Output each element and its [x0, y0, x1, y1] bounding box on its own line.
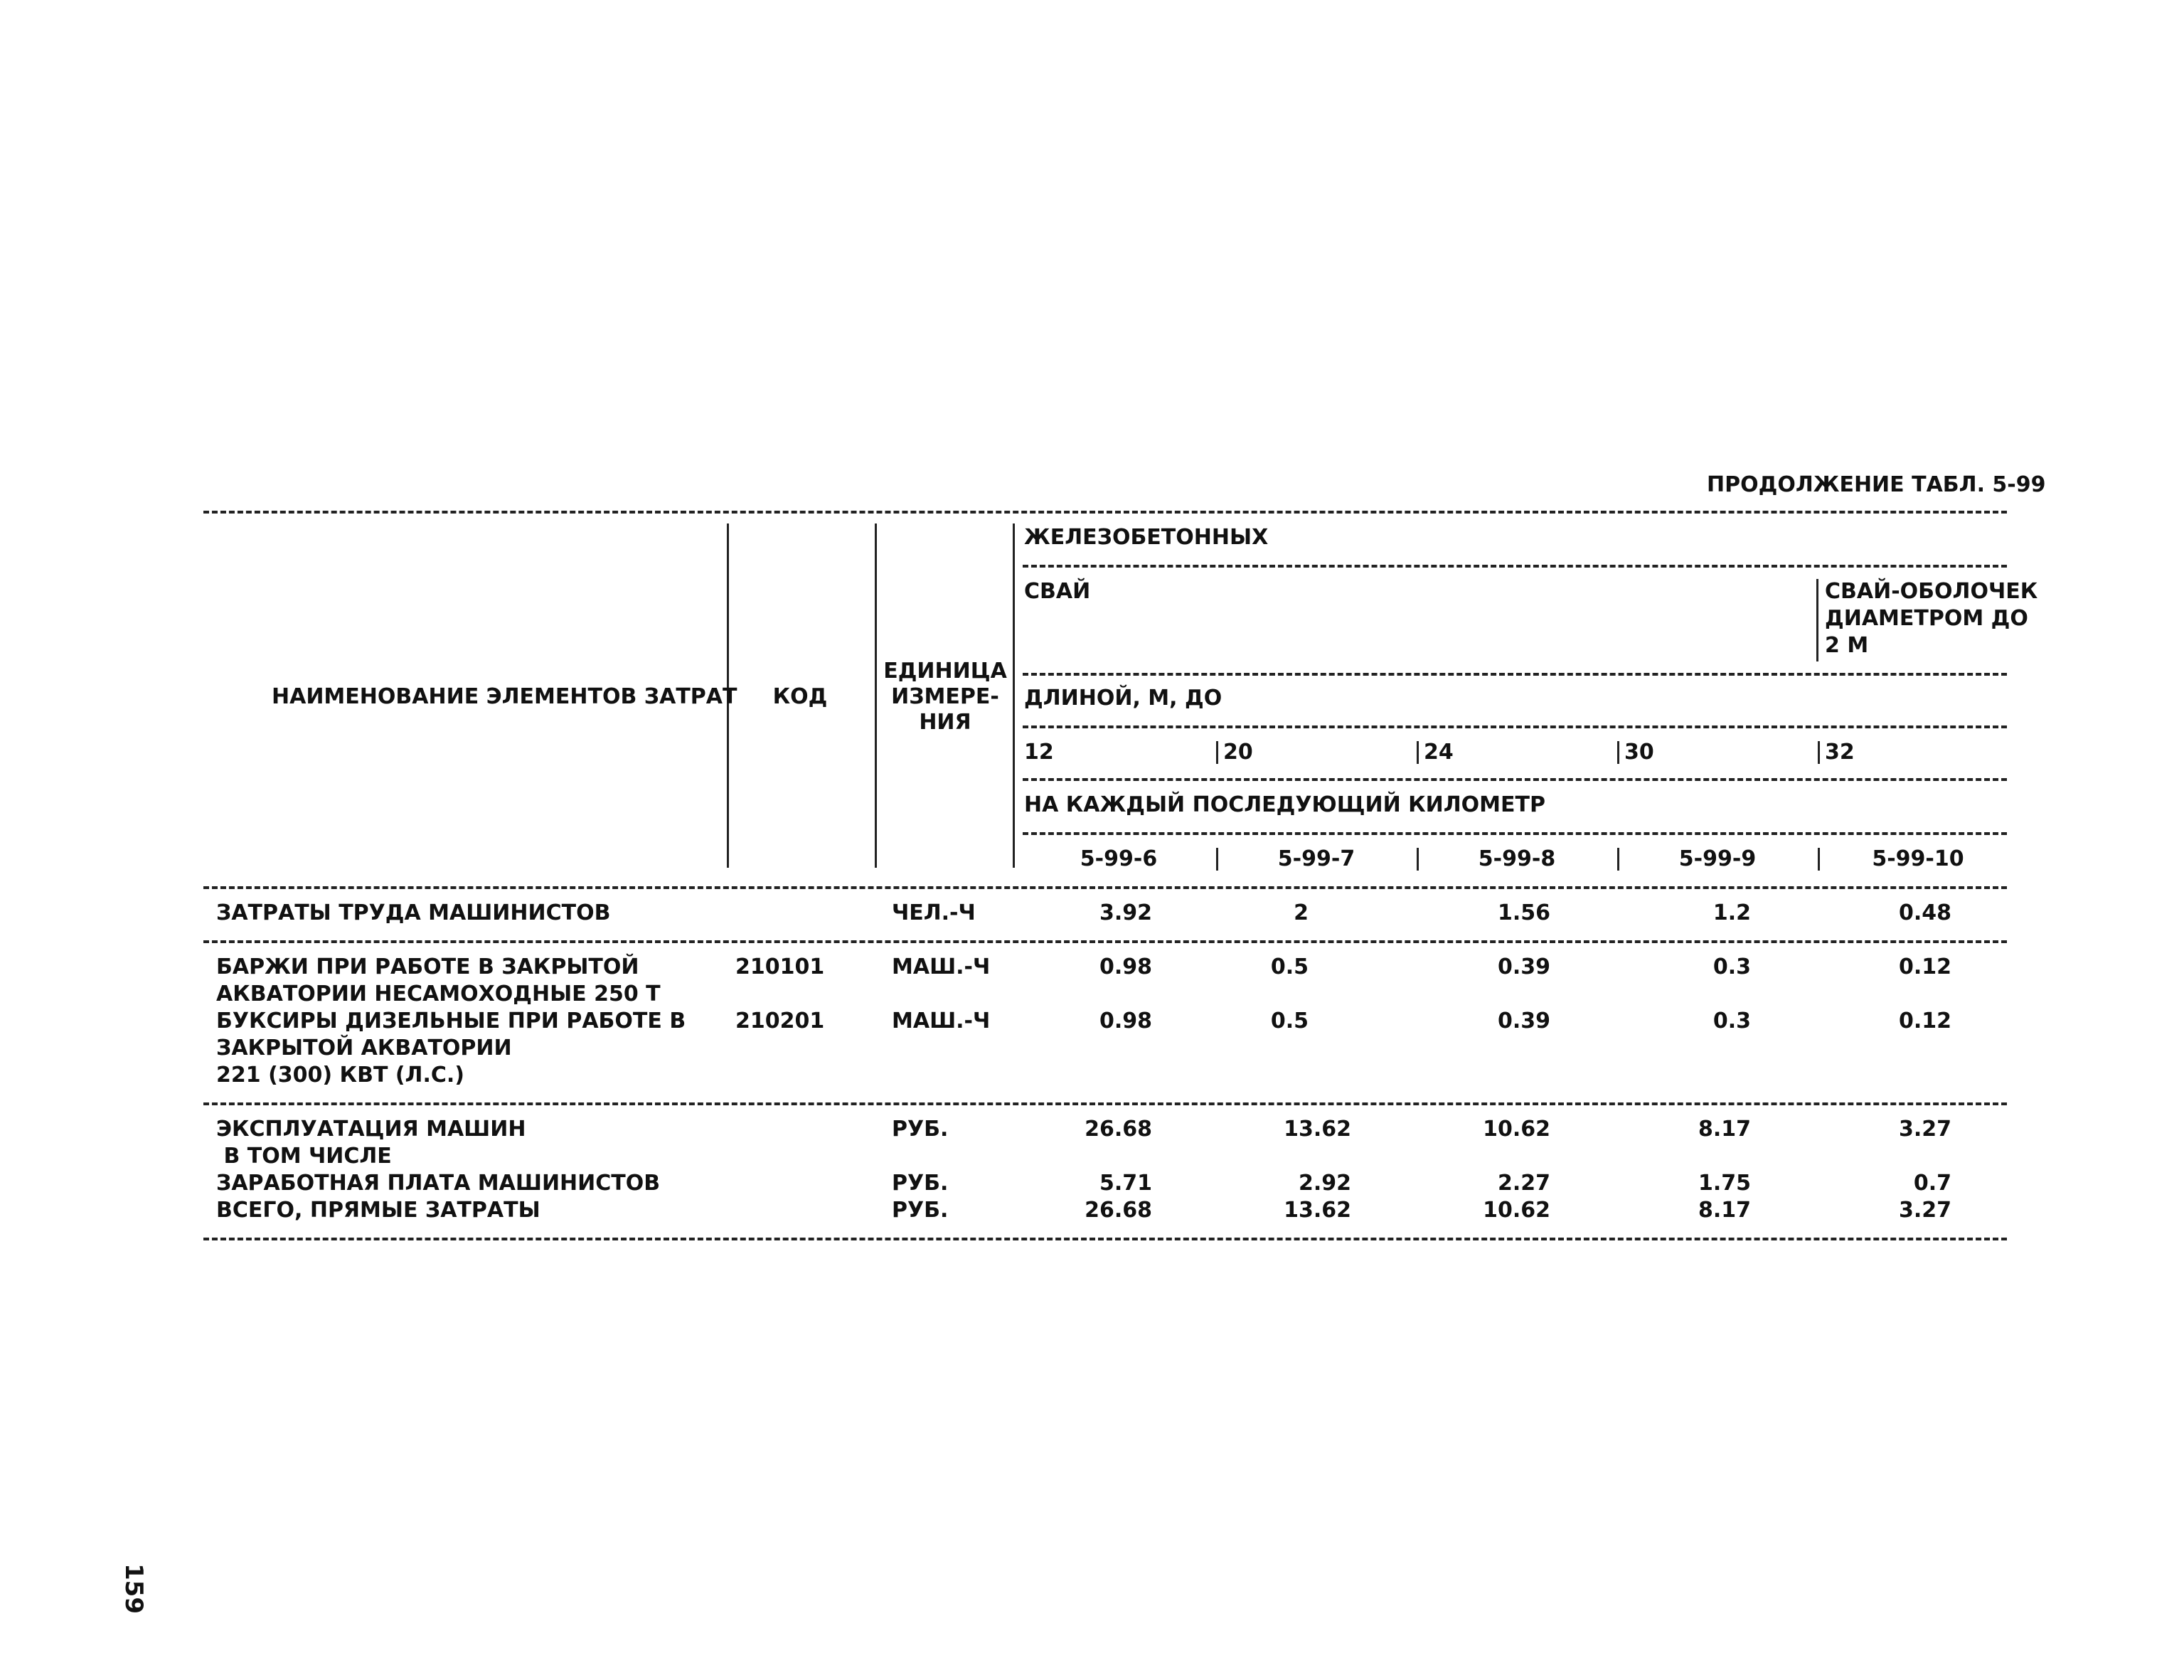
row-value: 0.5	[1270, 955, 1309, 979]
header-per-km: НА КАЖДЫЙ ПОСЛЕДУЮЩИЙ КИЛОМЕТР	[1024, 792, 1545, 817]
header-unit-2: ИЗМЕРЕ-	[891, 684, 999, 709]
row-value: 26.68	[1085, 1198, 1152, 1223]
row-unit: РУБ.	[892, 1198, 949, 1223]
row-value: 8.17	[1698, 1198, 1751, 1223]
row-value: 13.62	[1284, 1117, 1351, 1142]
page-number: 159	[119, 1563, 148, 1614]
header-norm-code: 5-99-9	[1678, 846, 1757, 871]
row-value: 1.56	[1497, 900, 1550, 925]
row-code: 210101	[735, 955, 825, 979]
rule-section-1	[203, 940, 2007, 943]
code-divider	[1417, 848, 1419, 871]
row-name: БУКСИРЫ ДИЗЕЛЬНЫЕ ПРИ РАБОТЕ В	[216, 1009, 686, 1033]
header-norm-code: 5-99-6	[1080, 846, 1158, 871]
header-unit-3: НИЯ	[919, 710, 971, 735]
rule-section-2	[203, 1102, 2007, 1105]
rule-top	[203, 511, 2007, 514]
header-length: 24	[1424, 740, 1454, 765]
header-length: 30	[1624, 740, 1654, 765]
rule-under-lengths	[1023, 778, 2007, 781]
row-value: 0.7	[1913, 1171, 1951, 1196]
row-value: 8.17	[1698, 1117, 1751, 1142]
row-name: ВСЕГО, ПРЯМЫЕ ЗАТРАТЫ	[216, 1198, 540, 1223]
row-name: ЗАТРАТЫ ТРУДА МАШИНИСТОВ	[216, 900, 611, 925]
row-value: 1.75	[1698, 1171, 1751, 1196]
row-value: 0.98	[1099, 1009, 1152, 1033]
header-shell-2: ДИАМЕТРОМ ДО	[1825, 606, 2028, 631]
row-value: 0.48	[1898, 900, 1951, 925]
rule-header-bottom	[203, 886, 2007, 889]
rule-under-material	[1023, 565, 2007, 568]
header-norm-code: 5-99-10	[1872, 846, 1964, 871]
row-value: 0.39	[1497, 955, 1550, 979]
col-divider-unit	[1013, 523, 1015, 868]
row-value: 10.62	[1483, 1117, 1550, 1142]
row-value: 0.3	[1712, 955, 1751, 979]
row-code: 210201	[735, 1009, 825, 1033]
row-value: 0.12	[1898, 1009, 1951, 1033]
row-value: 5.71	[1099, 1171, 1152, 1196]
header-norm-code: 5-99-7	[1277, 846, 1355, 871]
row-value: 2	[1294, 900, 1309, 925]
length-divider	[1417, 741, 1419, 764]
row-value: 0.98	[1099, 955, 1152, 979]
header-shell-3: 2 М	[1825, 633, 1869, 658]
code-divider	[1216, 848, 1218, 871]
header-length: 20	[1223, 740, 1253, 765]
row-value: 1.2	[1712, 900, 1751, 925]
header-length: 12	[1024, 740, 1054, 765]
row-unit: РУБ.	[892, 1117, 949, 1142]
rule-bottom	[203, 1238, 2007, 1240]
length-divider	[1216, 741, 1218, 764]
col-divider-shell	[1816, 579, 1818, 661]
row-name: В ТОМ ЧИСЛЕ	[216, 1144, 392, 1169]
header-material: ЖЕЛЕЗОБЕТОННЫХ	[1024, 525, 1269, 550]
row-value: 2.92	[1298, 1171, 1351, 1196]
row-value: 3.27	[1898, 1198, 1951, 1223]
length-divider	[1617, 741, 1619, 764]
rule-under-piles	[1023, 673, 2007, 676]
code-divider	[1617, 848, 1619, 871]
row-name: ЗАКРЫТОЙ АКВАТОРИИ	[216, 1036, 512, 1060]
row-value: 0.3	[1712, 1009, 1751, 1033]
row-name: ЗАРАБОТНАЯ ПЛАТА МАШИНИСТОВ	[216, 1171, 661, 1196]
row-unit: МАШ.-Ч	[892, 955, 991, 979]
rule-under-length	[1023, 725, 2007, 728]
row-name: БАРЖИ ПРИ РАБОТЕ В ЗАКРЫТОЙ	[216, 955, 639, 979]
header-shell-1: СВАЙ-ОБОЛОЧЕК	[1825, 579, 2038, 604]
row-value: 10.62	[1483, 1198, 1550, 1223]
row-value: 0.39	[1497, 1009, 1550, 1033]
rule-under-per-km	[1023, 832, 2007, 835]
row-unit: РУБ.	[892, 1171, 949, 1196]
header-length: 32	[1825, 740, 1855, 765]
code-divider	[1818, 848, 1820, 871]
row-name: 221 (300) КВТ (Л.С.)	[216, 1063, 464, 1088]
header-piles: СВАЙ	[1024, 579, 1091, 604]
row-unit: ЧЕЛ.-Ч	[892, 900, 976, 925]
header-code: КОД	[772, 684, 828, 709]
row-name: ЭКСПЛУАТАЦИЯ МАШИН	[216, 1117, 526, 1142]
header-norm-code: 5-99-8	[1478, 846, 1556, 871]
header-length-label: ДЛИНОЙ, М, ДО	[1024, 686, 1222, 711]
row-value: 3.92	[1099, 900, 1152, 925]
col-divider-code	[875, 523, 877, 868]
row-value: 0.12	[1898, 955, 1951, 979]
header-name: НАИМЕНОВАНИЕ ЭЛЕМЕНТОВ ЗАТРАТ	[272, 684, 737, 709]
row-name: АКВАТОРИИ НЕСАМОХОДНЫЕ 250 Т	[216, 982, 661, 1006]
row-value: 3.27	[1898, 1117, 1951, 1142]
length-divider	[1818, 741, 1820, 764]
row-value: 2.27	[1497, 1171, 1550, 1196]
header-unit-1: ЕДИНИЦА	[883, 659, 1007, 684]
table-caption: ПРОДОЛЖЕНИЕ ТАБЛ. 5-99	[1707, 472, 2046, 497]
row-unit: МАШ.-Ч	[892, 1009, 991, 1033]
row-value: 13.62	[1284, 1198, 1351, 1223]
row-value: 26.68	[1085, 1117, 1152, 1142]
row-value: 0.5	[1270, 1009, 1309, 1033]
